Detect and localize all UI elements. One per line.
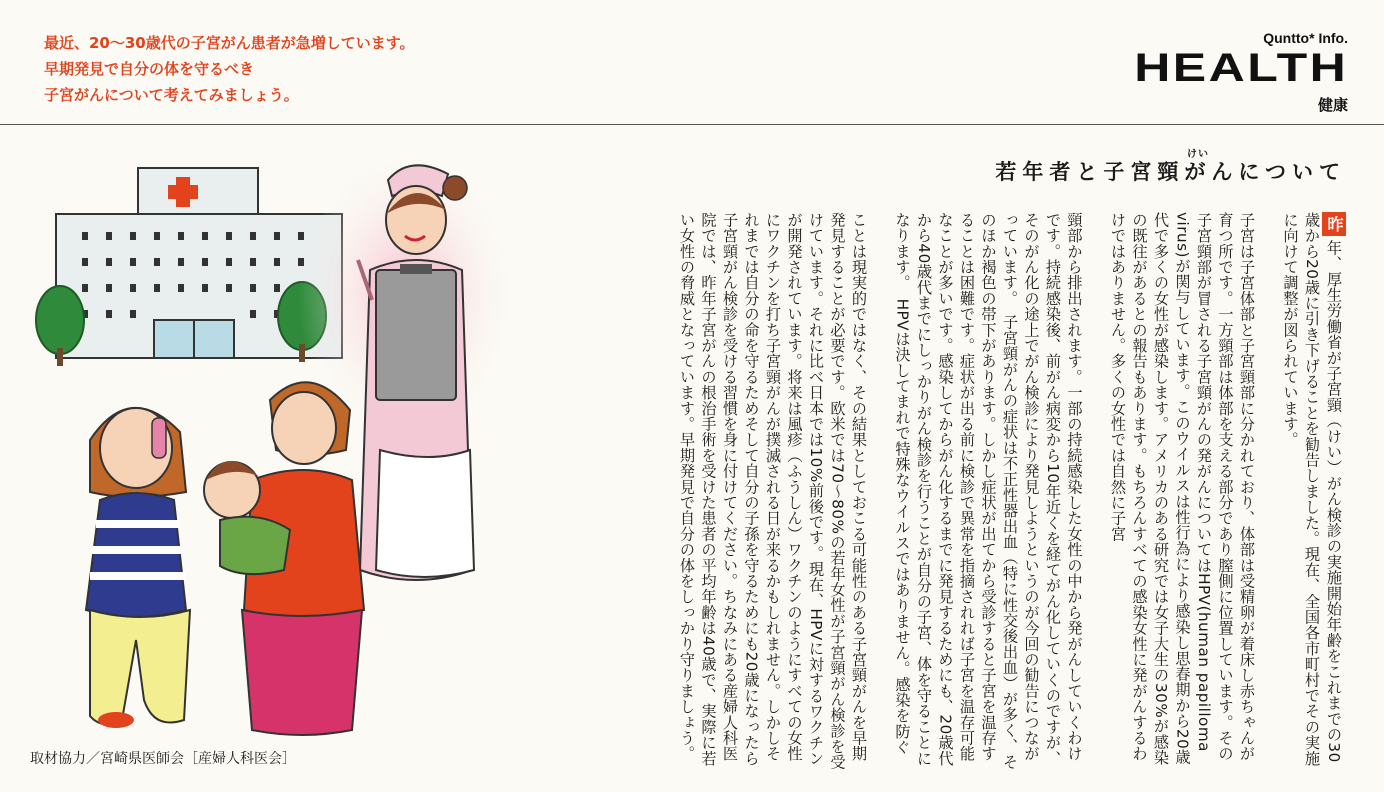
intro-line-2: 早期発見で自分の体を守るべき — [44, 60, 255, 78]
article-paragraph-1: 年、厚生労働省が子宮頸（けい）がん検診の実施開始年齢をこれまでの30歳から20歳に引き下げることを勧告しました。現在、全国各市町村でその実施に向けて調整が図られています。 — [1281, 212, 1343, 767]
woman-with-phone — [86, 408, 190, 728]
header-divider — [0, 124, 1384, 125]
illustration — [20, 140, 520, 750]
article-paragraph-2: 子宮は子宮体部と子宮頸部に分かれており、体部は受精卵が着床し赤ちゃんが育つ所です。一方頸部は体部を支える部分であり膣側に位置しています。その子宮頸部が冒される子宮頸がんの発がんについてはHPV(human papilloma virus)が関与しています。このウイルスは性行為により感染し思春期から20歳代で多くの女性が感染します。アメリカのある研究では女子大生の30%が感染の既往があるとの報告もあります。もちろんすべての感染女性に発がんするわけではありません。多くの女性では自然に子宮 — [1109, 212, 1256, 766]
credit-line: 取材協力／宮崎県医師会［産婦人科医会］ — [30, 751, 296, 767]
article-column-4 — [676, 212, 870, 772]
article-paragraph-4: ことは現実的ではなく、その結果としておこる可能性のある子宮頸がんを早期発見することが必要です。欧米では70〜80%の若年女性が子宮頸がん検診を受けています。それに比べ日本では10%前後です。現在、HPVに対するワクチンが開発されています。将来は風疹（ふうしん）ワクチンのようにすべての女性にワクチンを打ち子宮頸がんが撲滅される日が来るかもしれません。しかしそれまでは自分の命を守るためそして自分の子孫を守るためにも20歳になったら子宮頸がん検診を受ける習慣を身に付けてください。ちなみにある産婦人科医院では、昨年子宮がんの根治手術を受けた患者の平均年齢は40歳で、実際に若い女性の脅威となっています。早期発見で自分の体をしっかり守りましょう。 — [678, 212, 868, 770]
intro-line-3: 子宮がんについて考えてみましょう。 — [44, 86, 299, 104]
article-column-3 — [891, 212, 1085, 772]
brand-health-logo: HEALTH — [1133, 46, 1348, 90]
intro-line-1: 最近、20〜30歳代の子宮がん患者が急増しています。 — [44, 34, 415, 52]
intro-lead — [44, 30, 415, 108]
brand-japanese: 健康 — [1317, 96, 1348, 114]
article-column-1 — [1279, 212, 1346, 772]
headline-ruby: けい — [1187, 149, 1209, 160]
article-body — [538, 212, 1346, 792]
dropcap: 昨 — [1322, 212, 1346, 236]
article-paragraph-3: 頸部から排出されます。一部の持続感染した女性の中から発がんしていくわけです。持続感染後、前がん病変から10年近くを経てがん化していくのですが、そのがん化の途上でがん検診により発見しようというのが今回の勧告につながっています。 子宮頸がんの症状は不正性器出血（特に性交後出血）が多く、そのほか褐色の帯下があります。しかし症状が出てから受診すると子宮を温存することは困難です。症状が出る前に検診で異常を指摘されれば子宮を温存可能なことが多いです。感染してからがん化するまでに発見するためにも、20歳代から40歳代までにしっかりがん検診を行うことが自分の子宮、体を守ることになります。 HPVは決してまれで特殊なウイルスではありません。感染を防ぐ — [893, 212, 1084, 770]
article-headline: 若年者と子宮頸がんについて — [995, 160, 1346, 184]
article-column-2 — [1107, 212, 1258, 772]
brand-block — [1133, 30, 1348, 115]
brand-small-text: Quntto* Info. — [1263, 30, 1348, 46]
mother-with-baby — [204, 382, 364, 735]
